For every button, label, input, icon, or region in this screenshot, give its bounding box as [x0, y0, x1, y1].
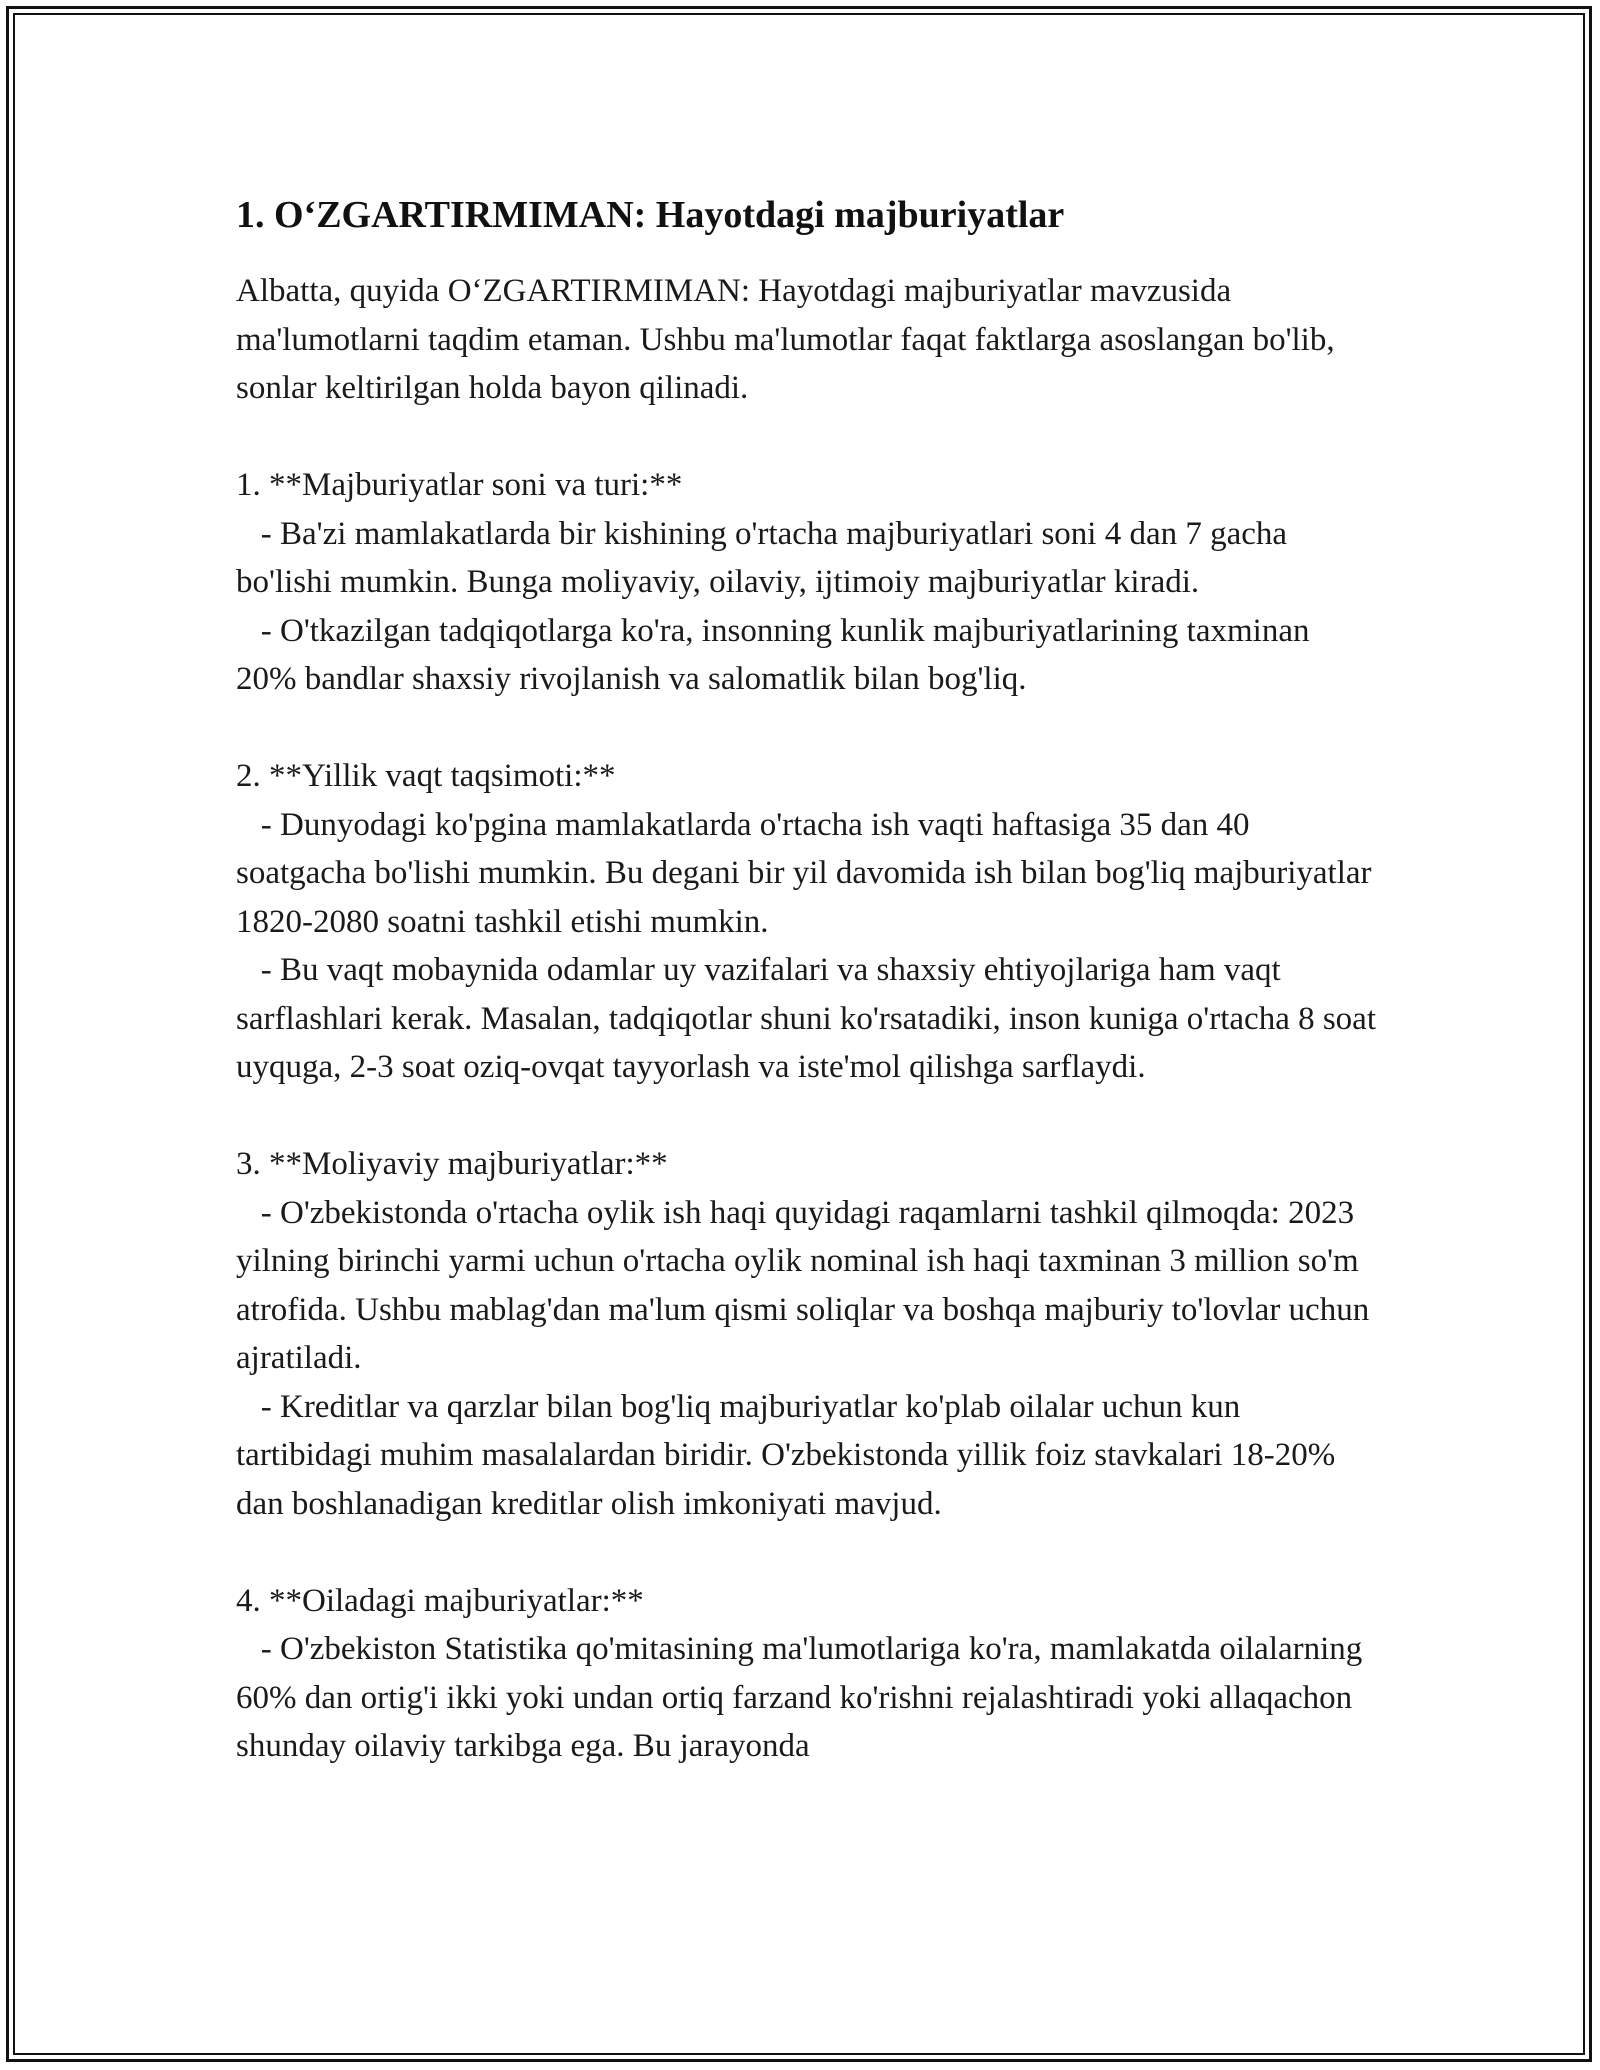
- document-body: [236, 185, 1376, 1771]
- section-bullet: - Bu vaqt mobaynida odamlar uy vazifalari va shaxsiy ehtiyojlariga ham vaqt sarflashlari kerak. Masalan, tadqiqotlar shuni ko'rsatadiki, inson kuniga o'rtacha 8 soat uyquga, 2-3 soat oziq-ovqat tayyorlash va iste'mol qilishga sarflaydi.: [236, 952, 1376, 1085]
- document-title: 1. O‘ZGARTIRMIMAN: Hayotdagi majburiyatlar: [236, 194, 1065, 236]
- section-bullet: - O'tkazilgan tadqiqotlarga ko'ra, insonning kunlik majburiyatlarining taxminan 20% bandlar shaxsiy rivojlanish va salomatlik bilan bog'liq.: [236, 612, 1310, 697]
- section-bullet: - Kreditlar va qarzlar bilan bog'liq majburiyatlar ko'plab oilalar uchun kun tartibidagi muhim masalalardan biridir. O'zbekistonda yillik foiz stavkalari 18-20% dan boshlanadigan kreditlar olish imkoniyati mavjud.: [236, 1388, 1336, 1522]
- section-heading: 1. **Majburiyatlar soni va turi:**: [236, 467, 683, 503]
- section-bullet: - Dunyodagi ko'pgina mamlakatlarda o'rtacha ish vaqti haftasiga 35 dan 40 soatgacha bo'lishi mumkin. Bu degani bir yil davomida ish bilan bog'liq majburiyatlar 1820-2080 soatni tashkil etishi mumkin.: [236, 806, 1372, 940]
- intro-paragraph: Albatta, quyida O‘ZGARTIRMIMAN: Hayotdagi majburiyatlar mavzusida ma'lumotlarni taqdim etaman. Ushbu ma'lumotlar faqat faktlarga asoslangan bo'lib, sonlar keltirilgan holda bayon qilinadi.: [236, 273, 1335, 406]
- section-bullet: - O'zbekistonda o'rtacha oylik ish haqi quyidagi raqamlarni tashkil qilmoqda: 2023 yilning birinchi yarmi uchun o'rtacha oylik nominal ish haqi taxminan 3 million so'm atrofida. Ushbu mablag'dan ma'lum qismi soliqlar va boshqa majburiy to'lovlar uchun ajratiladi.: [236, 1194, 1370, 1376]
- section-bullet: - Ba'zi mamlakatlarda bir kishining o'rtacha majburiyatlari soni 4 dan 7 gacha bo'lishi mumkin. Bunga moliyaviy, oilaviy, ijtimoiy majburiyatlar kiradi.: [236, 515, 1288, 600]
- section-bullet: - O'zbekiston Statistika qo'mitasining ma'lumotlariga ko'ra, mamlakatda oilalarning 60% dan ortig'i ikki yoki undan ortiq farzand ko'rishni rejalashtiradi yoki allaqachon shunday oilaviy tarkibga ega. Bu jarayonda: [236, 1631, 1363, 1764]
- section-heading: 3. **Moliyaviy majburiyatlar:**: [236, 1146, 668, 1182]
- section-heading: 4. **Oiladagi majburiyatlar:**: [236, 1582, 644, 1619]
- section-heading: 2. **Yillik vaqt taqsimoti:**: [236, 758, 616, 794]
